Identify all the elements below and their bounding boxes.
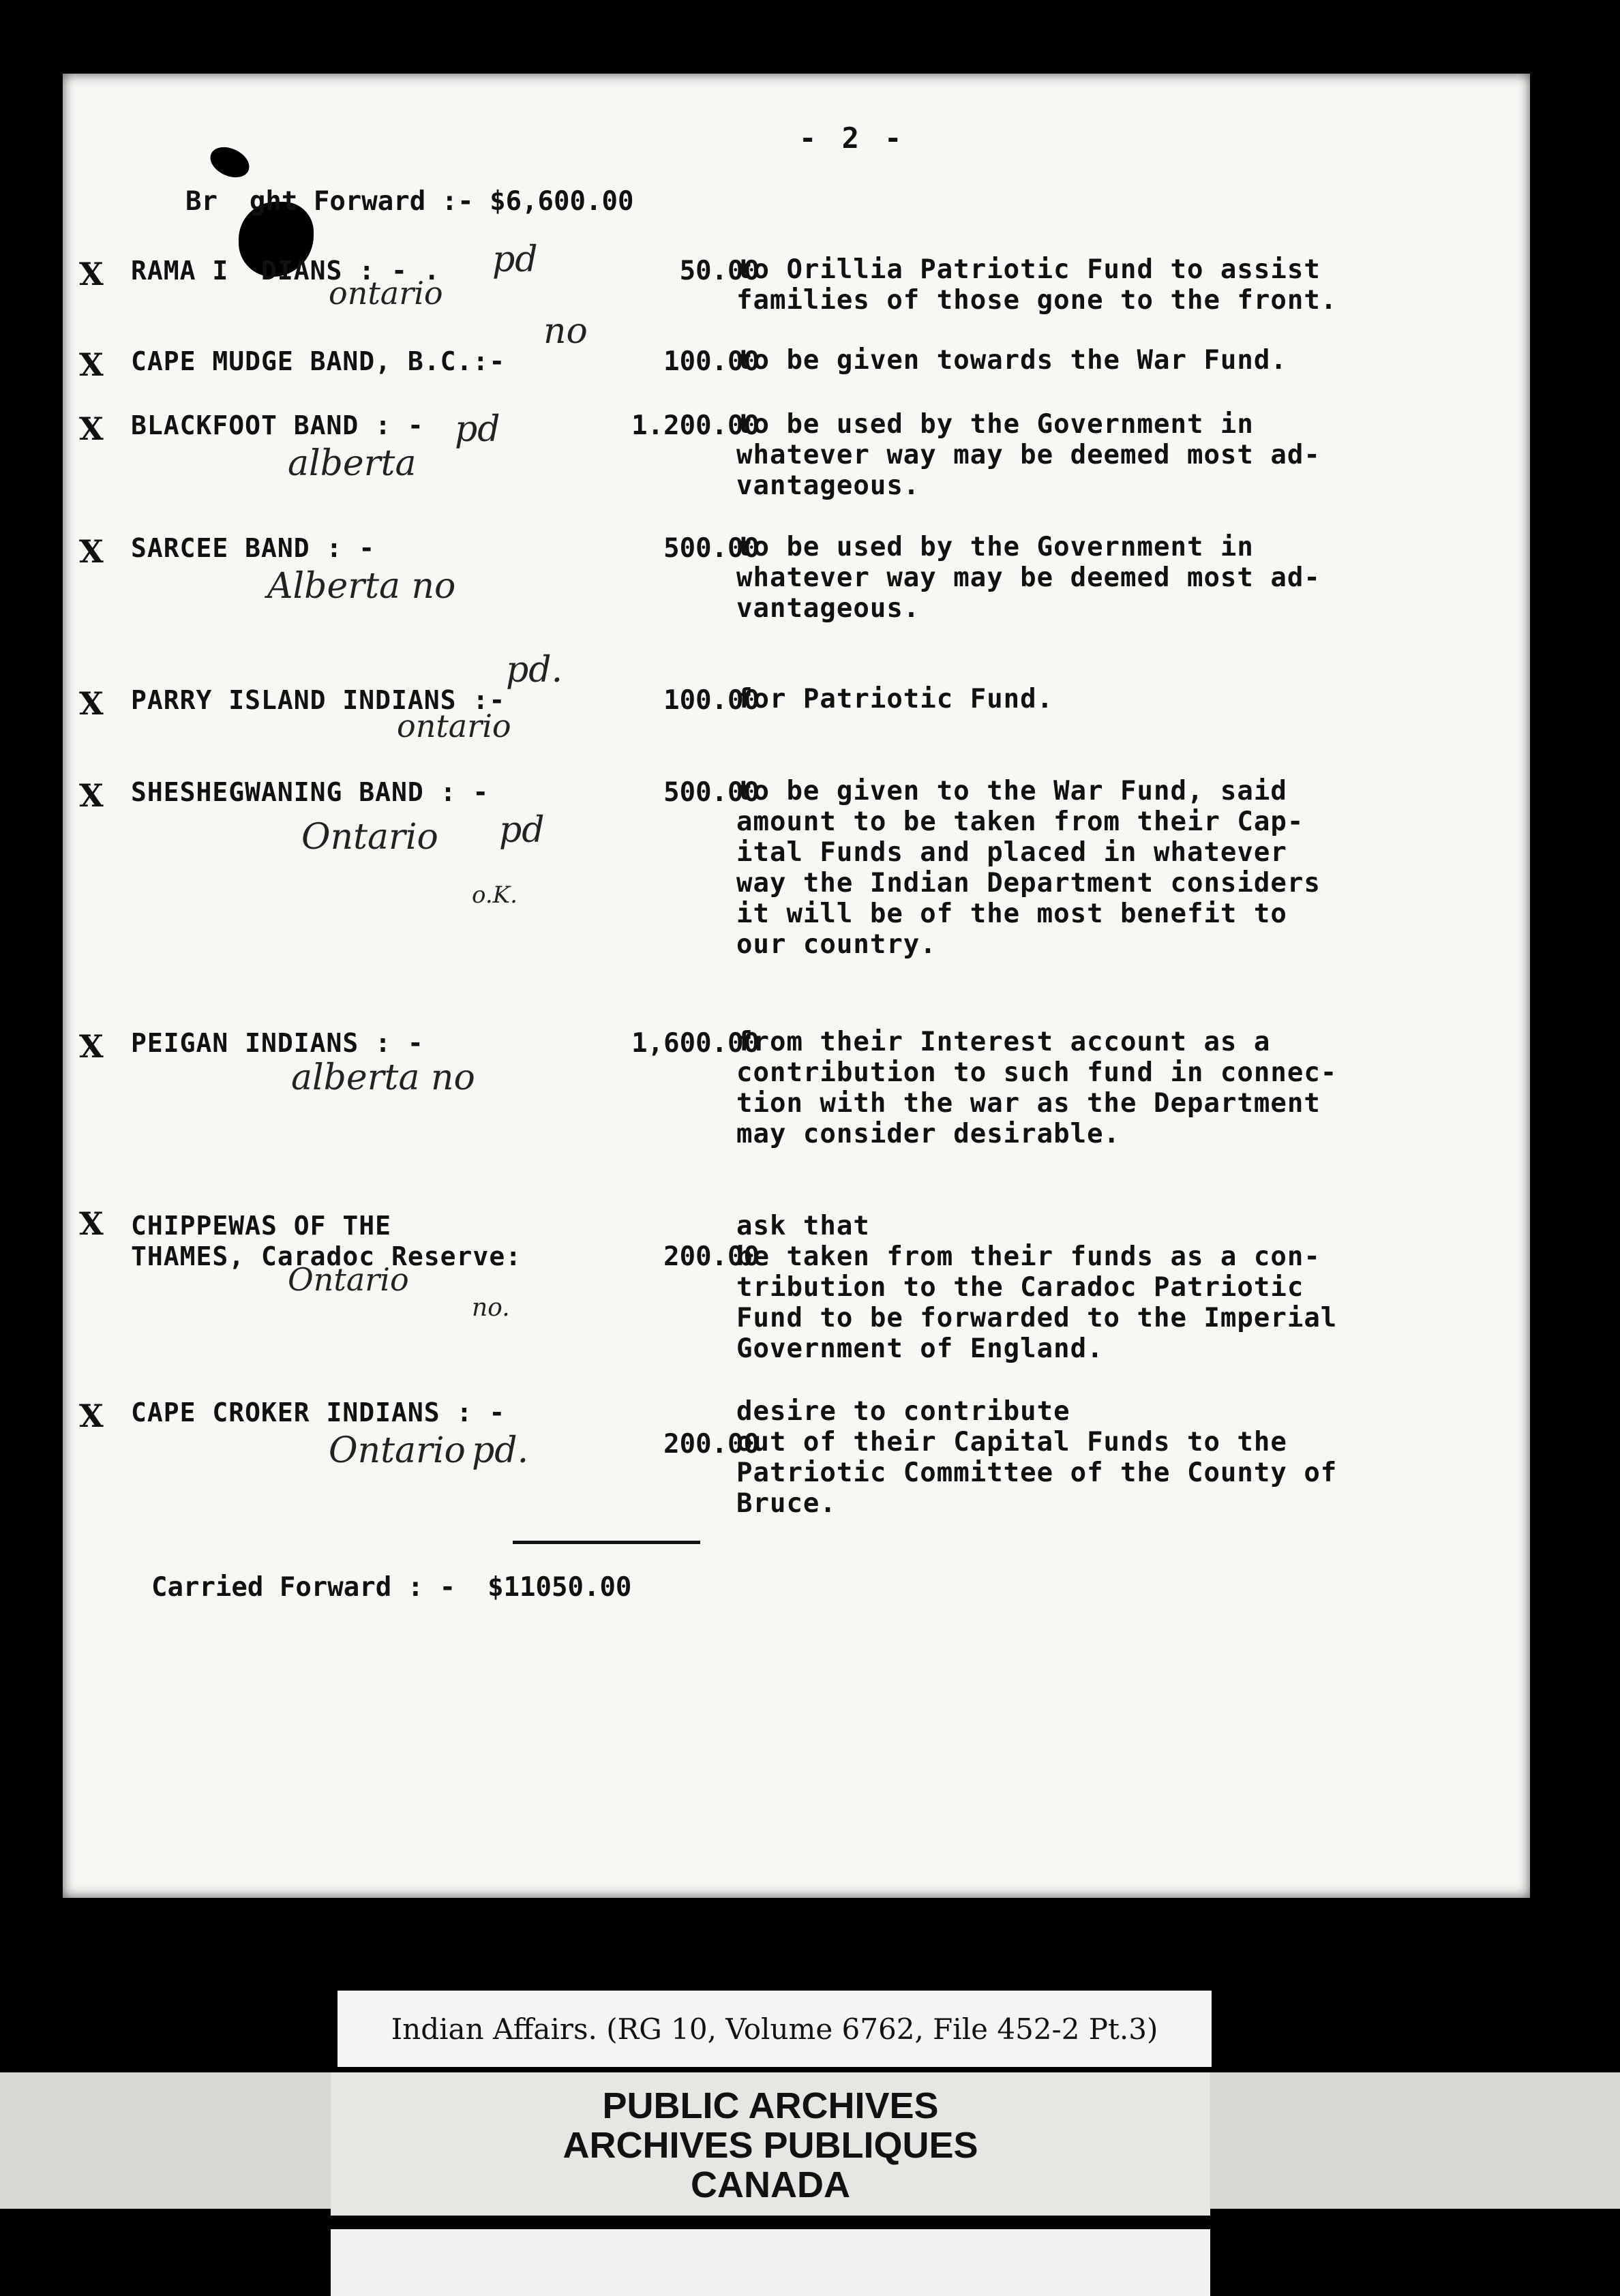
check-mark-icon: X	[79, 777, 104, 814]
brought-forward: Br ght Forward :- $6,600.00	[185, 186, 634, 217]
band-name: RAMA I DIANS : - .	[131, 256, 440, 286]
band-name: SARCEE BAND : -	[131, 533, 376, 563]
check-mark-icon: X	[79, 256, 104, 292]
description: for Patriotic Fund.	[736, 684, 1054, 714]
description: to be given towards the War Fund.	[736, 345, 1287, 376]
check-mark-icon: X	[79, 1205, 104, 1242]
amount: 1,600.00	[631, 1028, 760, 1059]
amount: 500.00	[663, 777, 760, 808]
document-page	[63, 74, 1530, 1898]
check-mark-icon: X	[79, 1028, 104, 1065]
check-mark-icon: X	[79, 685, 104, 722]
check-mark-icon: X	[79, 410, 104, 447]
handwritten-note: pd	[492, 239, 538, 280]
band-name: PARRY ISLAND INDIANS :-	[131, 685, 506, 715]
handwritten-note: pd	[455, 409, 500, 450]
handwritten-note: Ontario	[288, 1261, 409, 1298]
description: to be used by the Government in whatever way may be deemed most ad- vantageous.	[736, 532, 1321, 624]
description: ask that be taken from their funds as a con- tribution to the Caradoc Patriotic Fund to be forwarded to the Imperial Government of England.	[736, 1211, 1338, 1364]
handwritten-note: pd.	[472, 1430, 529, 1471]
amount: 200.00	[663, 1241, 760, 1272]
carried-forward: Carried Forward : - $11050.00	[151, 1572, 632, 1603]
band-name: CHIPPEWAS OF THE THAMES, Caradoc Reserve:	[131, 1211, 522, 1271]
description: desire to contribute out of their Capital Funds to the Patriotic Committee of the County of Bruce.	[736, 1396, 1338, 1519]
handwritten-note: pd.	[506, 650, 563, 691]
handwritten-note: ontario	[397, 708, 511, 744]
handwritten-note: no.	[472, 1294, 510, 1322]
description: to Orillia Patriotic Fund to assist families of those gone to the front.	[736, 254, 1338, 316]
description: from their Interest account as a contribution to such fund in connec- tion with the war as the Department may consider desirable.	[736, 1027, 1338, 1149]
page-number: - 2 -	[799, 121, 906, 155]
archives-stamp: PUBLIC ARCHIVES ARCHIVES PUBLIQUES CANADA	[331, 2072, 1210, 2216]
band-name: CAPE MUDGE BAND, B.C.:-	[131, 346, 506, 376]
handwritten-note: Alberta no	[267, 566, 456, 607]
check-mark-icon: X	[79, 346, 104, 383]
amount: 500.00	[663, 533, 760, 564]
band-name: PEIGAN INDIANS : -	[131, 1028, 424, 1058]
description: to be given to the War Fund, said amount to be taken from their Cap- ital Funds and placed in whatever way the Indian Department considers it will be of the most benefit to our country.	[736, 776, 1321, 960]
amount: 1.200.00	[631, 410, 760, 441]
description: to be used by the Government in whatever way may be deemed most ad- vantageous.	[736, 409, 1321, 501]
band-name: BLACKFOOT BAND : -	[131, 410, 424, 440]
total-rule	[513, 1541, 700, 1544]
handwritten-note: no	[543, 311, 588, 352]
amount: 100.00	[663, 685, 760, 716]
amount: 100.00	[663, 346, 760, 377]
handwritten-note: Ontario	[301, 817, 438, 858]
handwritten-note: alberta	[288, 443, 417, 484]
archive-reference-label: Indian Affairs. (RG 10, Volume 6762, File 452-2 Pt.3)	[338, 1991, 1212, 2067]
check-mark-icon: X	[79, 1398, 104, 1434]
handwritten-note: ontario	[329, 275, 443, 312]
handwritten-note: pd	[499, 810, 545, 851]
amount: 200.00	[663, 1429, 760, 1460]
band-name: SHESHEGWANING BAND : -	[131, 777, 490, 807]
ink-blot	[205, 141, 254, 183]
bottom-label	[331, 2229, 1210, 2296]
handwritten-note: o.K.	[472, 881, 518, 909]
band-name: CAPE CROKER INDIANS : -	[131, 1398, 506, 1428]
handwritten-note: Ontario	[329, 1430, 466, 1471]
amount: 50.00	[679, 256, 760, 286]
check-mark-icon: X	[79, 533, 104, 570]
handwritten-note: alberta no	[291, 1057, 475, 1098]
